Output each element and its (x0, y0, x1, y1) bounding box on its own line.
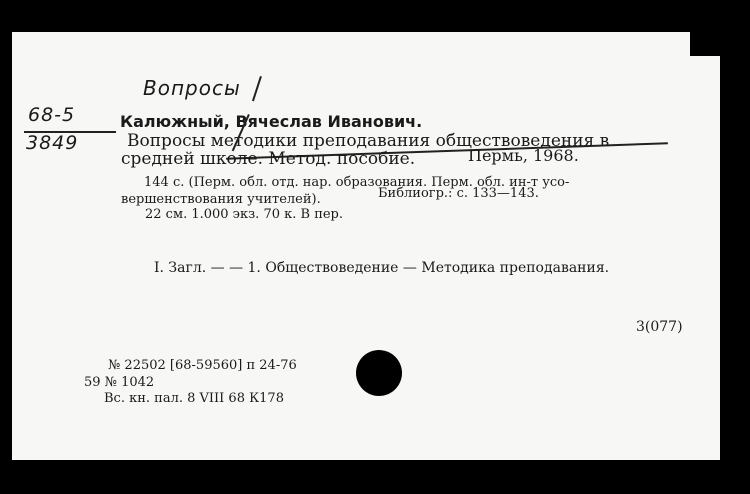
ink-blot (356, 350, 402, 396)
collation-line1: 144 с. (Перм. обл. отд. нар. образования. Перм. обл. ин-т усо- (144, 175, 570, 190)
tracing-line: I. Загл. — — 1. Обществоведение — Методика преподавания. (154, 260, 610, 276)
handwritten-note: Вопросы (143, 76, 241, 100)
registry-line1: № 22502 [68-59560] п 24-76 (108, 358, 297, 373)
handwritten-stroke (252, 76, 262, 101)
publication-place-year: Пермь, 1968. (468, 146, 579, 165)
catalog-card (12, 32, 720, 460)
collation-line2: вершенствования учителей). (121, 192, 321, 207)
size-price-note: 22 см. 1.000 экз. 70 к. В пер. (145, 207, 344, 222)
class-number: 3(077) (636, 319, 683, 335)
call-number-line1: 68-5 (28, 104, 76, 126)
registry-line2: 59 № 1042 (84, 375, 155, 390)
card-corner (690, 32, 720, 56)
call-number-line2: 3849 (26, 132, 79, 154)
title-line1: Вопросы методики преподавания обществоведения в (127, 131, 610, 151)
registry-line3: Вс. кн. пал. 8 VIII 68 К178 (104, 391, 284, 406)
bibliography-note: Библиогр.: с. 133—143. (378, 186, 539, 201)
title-line2: средней школе. Метод. пособие. (121, 149, 416, 169)
author-heading: Калюжный, Вячеслав Иванович. (120, 112, 423, 131)
